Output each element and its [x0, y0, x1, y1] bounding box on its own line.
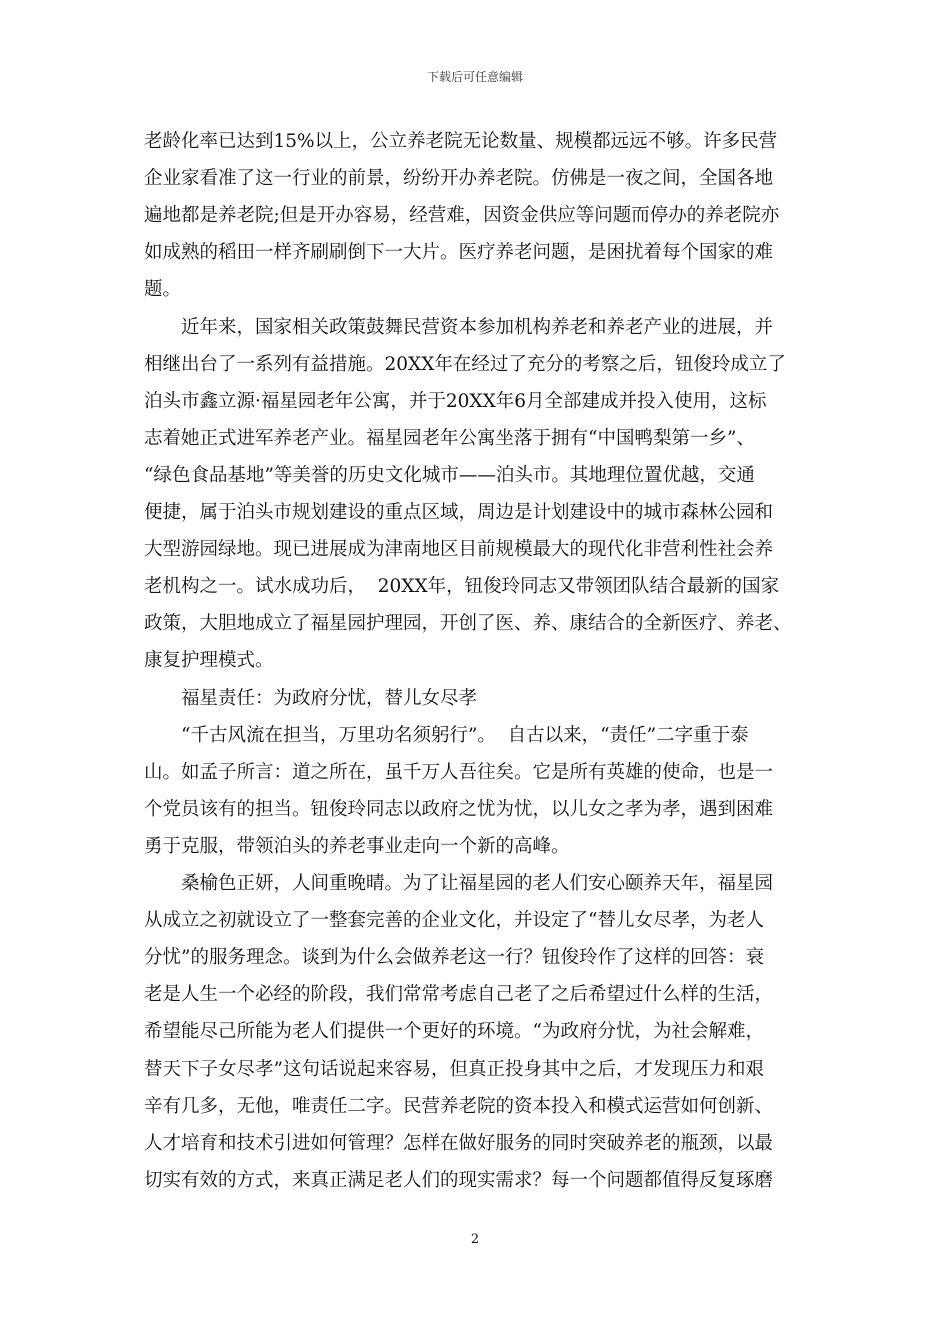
- text-line: 希望能尽己所能为老人们提供一个更好的环境。“为政府分忧，为社会解难，: [144, 1021, 764, 1043]
- text-line: 老是人生一个必经的阶段，我们常常考虑自己老了之后希望过什么样的生活，: [144, 984, 774, 1006]
- text-line: “千古风流在担当，万里功名须躬行”。 自古以来，“责任”二字重于泰: [144, 724, 749, 746]
- text-line: 企业家看准了这一行业的前景，纷纷开办养老院。仿佛是一夜之间，全国各地: [144, 168, 774, 190]
- text-line: “绿色食品基地”等美誉的历史文化城市——泊头市。其地理位置优越，交通: [144, 464, 755, 486]
- text-line: 便捷，属于泊头市规划建设的重点区域，周边是计划建设中的城市森林公园和: [144, 502, 774, 523]
- text-line: 泊头市鑫立源·福星园老年公寓，并于20XX年6月全部建成并投入使用，这标: [144, 390, 767, 412]
- text-line: 大型游园绿地。现已进展成为津南地区目前规模最大的现代化非营利性社会养: [144, 539, 774, 561]
- text-line: 志着她正式进军养老产业。福星园老年公寓坐落于拥有“中国鸭梨第一乡”、: [144, 427, 755, 449]
- text-line: 老龄化率已达到15%以上，公立养老院无论数量、规模都远远不够。许多民营: [144, 131, 778, 152]
- text-line: 桑榆色正妍，人间重晚晴。为了让福星园的老人们安心颐养天年，福星园: [144, 873, 774, 894]
- text-line: 如成熟的稻田一样齐刷刷倒下一大片。医疗养老问题，是困扰着每个国家的难: [144, 242, 774, 264]
- text-line: 相继出台了一系列有益措施。20XX年在经过了充分的考察之后，钮俊玲成立了: [144, 353, 786, 375]
- text-line: 从成立之初就设立了一整套完善的企业文化，并设定了“替儿女尽孝，为老人: [144, 910, 764, 932]
- text-line: 福星责任：为政府分忧，替儿女尽孝: [144, 687, 478, 709]
- text-line: 政策，大胆地成立了福星园护理园，开创了医、养、康结合的全新医疗、养老、: [144, 613, 792, 635]
- text-line: 辛有几多，无他，唯责任二字。民营养老院的资本投入和模式运营如何创新、: [144, 1095, 774, 1117]
- text-line: 康复护理模式。: [144, 650, 274, 672]
- text-line: 分忧”的服务理念。谈到为什么会做养老这一行？钮俊玲作了这样的回答：衰: [144, 947, 764, 969]
- text-line: 勇于克服，带领泊头的养老事业走向一个新的高峰。: [144, 835, 570, 857]
- text-line: 山。如孟子所言：道之所在，虽千万人吾往矣。它是所有英雄的使命，也是一: [144, 761, 774, 783]
- text-line: 遍地都是养老院;但是开办容易，经营难，因资金供应等问题而停办的养老院亦: [144, 205, 780, 227]
- page-number: 2: [470, 1232, 480, 1247]
- text-line: 近年来，国家相关政策鼓舞民营资本参加机构养老和养老产业的进展，并: [144, 316, 774, 338]
- page-header: 下载后可任意编辑: [426, 70, 523, 84]
- text-line: 题。: [144, 279, 182, 301]
- text-line: 替天下子女尽孝”这句话说起来容易，但真正投身其中之后，才发现压力和艰: [144, 1058, 764, 1080]
- text-line: 个党员该有的担当。钮俊玲同志以政府之忧为忧，以儿女之孝为孝，遇到困难: [144, 798, 774, 820]
- text-line: 人才培育和技术引进如何管理？怎样在做好服务的同时突破养老的瓶颈，以最: [144, 1132, 774, 1154]
- text-line: 老机构之一。试水成功后， 20XX年，钮俊玲同志又带领团队结合最新的国家: [144, 576, 780, 598]
- text-line: 切实有效的方式，来真正满足老人们的现实需求？每一个问题都值得反复琢磨: [144, 1169, 774, 1191]
